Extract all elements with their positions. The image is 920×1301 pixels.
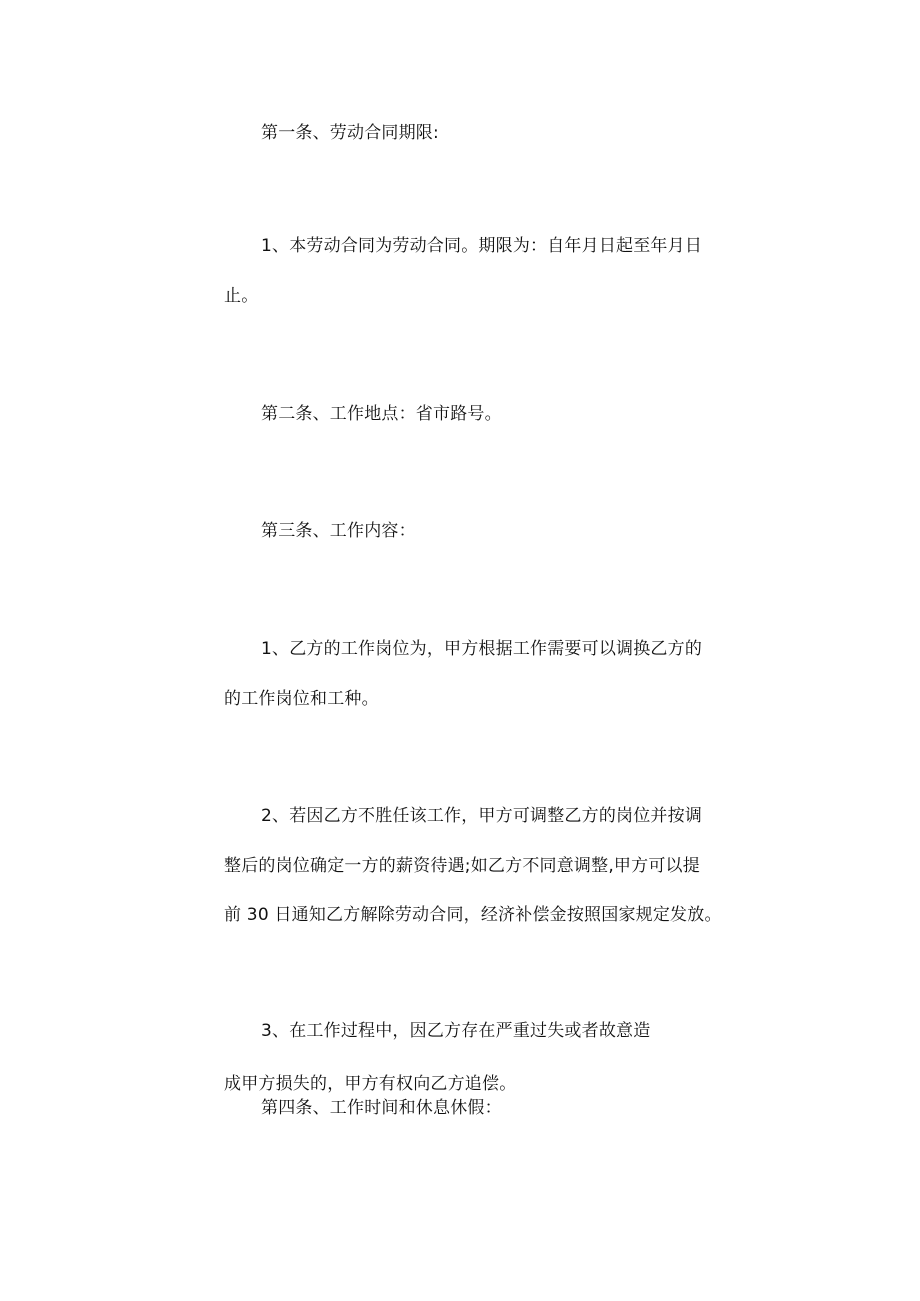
article2-heading: 第二条、工作地点：省市路号。 (261, 404, 502, 424)
article1-heading: 第一条、劳动合同期限: (261, 123, 439, 143)
article3-item1-line1: 1、乙方的工作岗位为，甲方根据工作需要可以调换乙方的 (261, 639, 703, 659)
article3-item3-line2: 成甲方损失的，甲方有权向乙方追偿。 (224, 1074, 517, 1094)
article3-item2-line3: 前 30 日通知乙方解除劳动合同，经济补偿金按照国家规定发放。 (224, 905, 722, 925)
article4-heading: 第四条、工作时间和休息休假： (261, 1098, 502, 1118)
article1-item1-line2: 止。 (224, 286, 259, 306)
article3-heading: 第三条、工作内容： (261, 521, 416, 541)
article3-item2-line1: 2、若因乙方不胜任该工作，甲方可调整乙方的岗位并按调 (261, 806, 703, 826)
article3-item1-line2: 的工作岗位和工种。 (224, 689, 379, 709)
article3-item2-line2: 整后的岗位确定一方的薪资待遇;如乙方不同意调整,甲方可以提 (224, 856, 700, 876)
article3-item3-line1: 3、在工作过程中，因乙方存在严重过失或者故意造 (261, 1021, 651, 1041)
article1-item1-line1: 1、本劳动合同为劳动合同。期限为：自年月日起至年月日 (261, 236, 703, 256)
